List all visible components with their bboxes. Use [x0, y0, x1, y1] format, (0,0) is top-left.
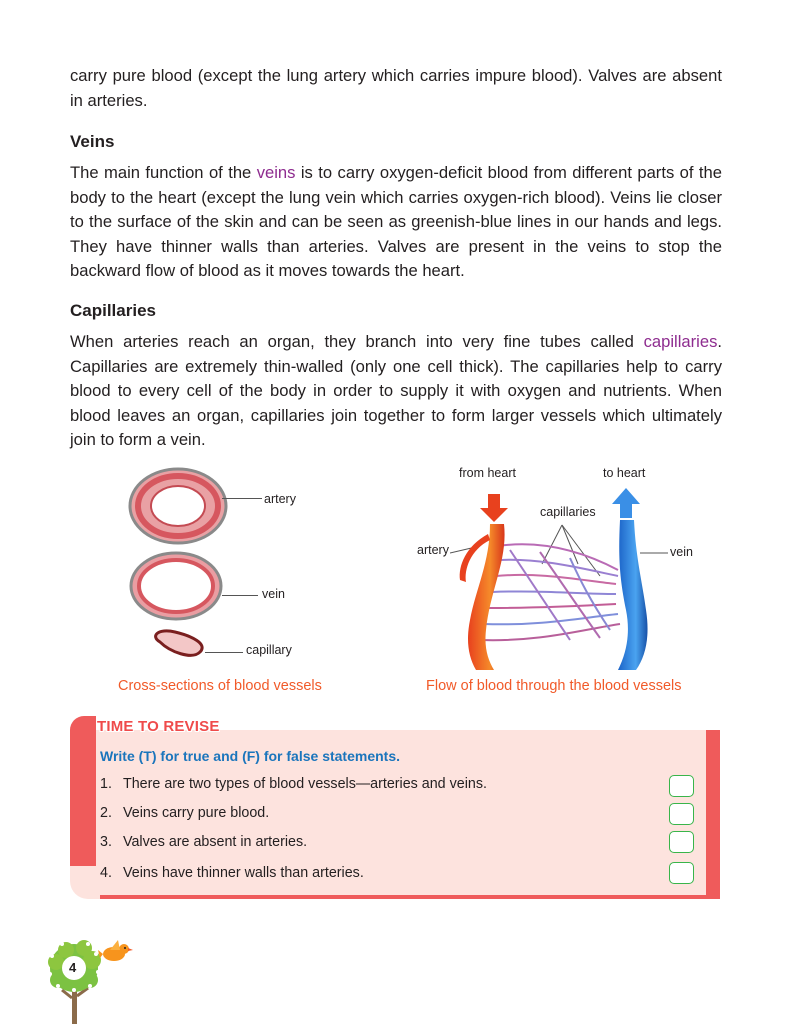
arrow-up-icon	[612, 488, 640, 518]
bird-icon	[98, 938, 134, 964]
time-to-revise-box	[70, 716, 720, 899]
arrow-down-icon	[480, 494, 508, 522]
revise-bottom-strip	[100, 895, 720, 899]
question-item	[100, 834, 307, 850]
cross-sections-illustration	[120, 466, 230, 666]
question-number: 4.	[100, 865, 112, 881]
to-heart-label: to heart	[603, 466, 646, 480]
question-text: There are two types of blood vessels—arteries and veins.	[123, 776, 487, 792]
blood-flow-illustration	[450, 480, 670, 672]
arteries-paragraph-end: carry pure blood (except the lung artery which carries impure blood). Valves are absent in arteries.	[70, 66, 722, 110]
page-number: 4	[69, 960, 77, 975]
capillaries-text-rest: . Capillaries are extremely thin-walled (only one cell thick). The capillaries help to carry blood to every cell of the body in order to supply it with oxygen and nutrients. When blood leaves an organ, capillaries join together to form larger vessels which ultimately join to form a vein.	[70, 332, 722, 450]
veins-paragraph	[70, 161, 722, 284]
question-text: Veins have thinner walls than arteries.	[123, 865, 364, 881]
vein-leader-line	[222, 595, 258, 596]
veins-text-rest: is to carry oxygen-deficit blood from different parts of the body to the heart (except the lung vein which carries oxygen-rich blood). Veins lie closer to the surface of the skin and can be seen as greenish-blue lines in our hands and legs. They have thinner walls than arteries. Valves are present in the veins to stop the backward flow of blood as it moves towards the heart.	[70, 163, 722, 281]
answer-box-2[interactable]	[669, 803, 694, 825]
capillaries-text-start: When arteries reach an organ, they branch into very fine tubes called	[70, 332, 644, 351]
cross-section-capillary-label: capillary	[246, 643, 292, 657]
question-number: 3.	[100, 834, 112, 850]
blood-flow-caption: Flow of blood through the blood vessels	[426, 678, 682, 694]
question-text: Veins carry pure blood.	[123, 805, 270, 821]
capillary-leader-line	[205, 652, 243, 653]
cross-section-vein-label: vein	[262, 587, 285, 601]
answer-box-4[interactable]	[669, 862, 694, 884]
artery-leader-line	[222, 498, 262, 499]
tree-icon	[44, 938, 106, 1024]
question-item	[100, 776, 487, 792]
answer-box-1[interactable]	[669, 775, 694, 797]
cross-section-artery-label: artery	[264, 492, 296, 506]
question-item	[100, 805, 269, 821]
veins-heading: Veins	[70, 132, 115, 151]
revise-left-strip	[70, 716, 96, 866]
question-number: 2.	[100, 805, 112, 821]
from-heart-label: from heart	[459, 466, 516, 480]
capillaries-heading: Capillaries	[70, 301, 156, 320]
revise-instruction: Write (T) for true and (F) for false statements.	[100, 748, 400, 764]
capillaries-paragraph	[70, 330, 722, 453]
question-item	[100, 865, 364, 881]
veins-keyword: veins	[256, 163, 296, 182]
veins-text-start: The main function of the	[70, 163, 257, 182]
revise-title: TIME TO REVISE	[97, 718, 220, 735]
answer-box-3[interactable]	[669, 831, 694, 853]
capillaries-keyword: capillaries	[643, 332, 718, 351]
question-text: Valves are absent in arteries.	[123, 834, 308, 850]
flow-vein-label: vein	[670, 545, 693, 559]
flow-artery-label: artery	[417, 543, 449, 557]
cross-sections-caption: Cross-sections of blood vessels	[118, 678, 322, 694]
capillaries-label: capillaries	[540, 505, 596, 519]
revise-right-strip	[706, 730, 720, 899]
question-number: 1.	[100, 776, 112, 792]
